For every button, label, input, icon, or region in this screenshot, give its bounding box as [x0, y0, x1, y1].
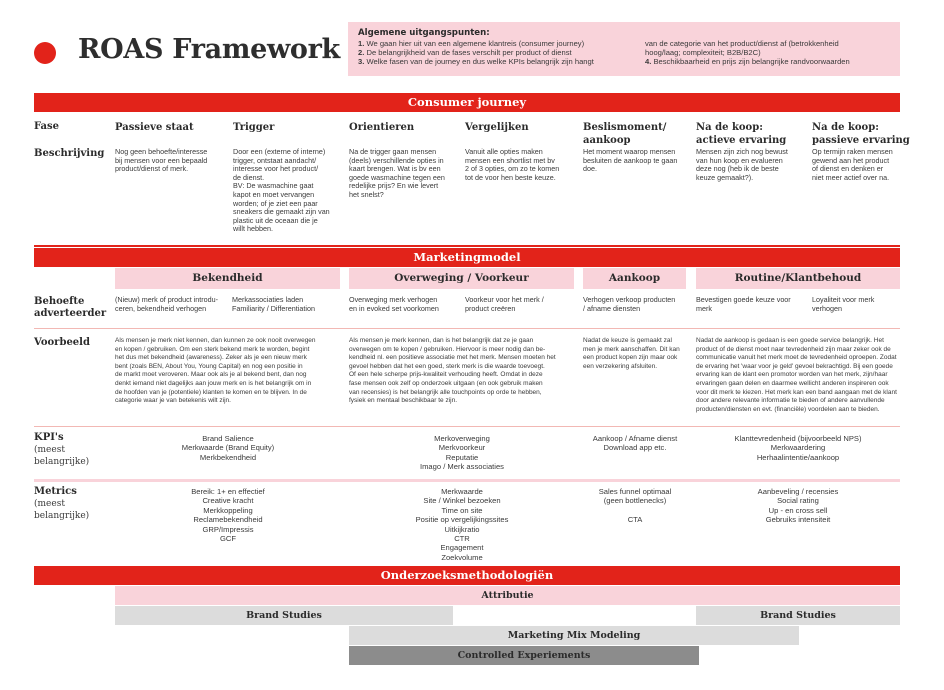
text-line: Aankoop / Afname dienst	[592, 434, 678, 443]
text-line: willt hebben.	[233, 224, 273, 234]
text-line: keuze gemaakt?).	[696, 172, 754, 182]
text-line: Merkkoppeling	[203, 505, 253, 515]
principle-continuation: van de categorie van het product/dienst af (betrokkenheid	[645, 39, 839, 48]
text-line: men je merk aanschaffen. Dit kan	[583, 345, 680, 353]
text-line: Na de trigger gaan mensen	[349, 147, 437, 156]
need-item	[115, 296, 218, 313]
phase-title-line: passieve ervaring	[812, 135, 910, 146]
phase-title	[812, 121, 910, 147]
phase-title-line: Na de koop:	[812, 122, 879, 133]
text-line: fysiek en mentaal beschikbaar te zijn.	[349, 397, 458, 405]
text-line: / afname diensten	[583, 303, 641, 313]
text-line: de ervaring het 'waar voor je geld' gevoel bekrachtigd. Bij een goede	[696, 362, 893, 370]
row-label-metrics: Metrics (meest belangrijke)	[34, 486, 90, 521]
brand-studies-right-band: Brand Studies	[696, 606, 900, 625]
metrics-list	[138, 487, 318, 543]
text-line: Verhogen verkoop producten	[583, 295, 676, 304]
text-line: (deels) verschillende opties in	[349, 155, 444, 165]
text-line: 2 of 3 opties, om zo te komen	[465, 164, 560, 174]
text-line: Merkbekendheid	[199, 452, 257, 462]
text-line: kendheid nl. een positieve associatie met het merk. Mensen moeten het	[349, 354, 556, 362]
text-line: trigger, ontstaat aandacht/	[233, 155, 317, 165]
text-line: Het moment waarop mensen	[583, 147, 676, 156]
text-line: product creëren	[465, 303, 516, 313]
text-line: Positie op vergelijkingssites	[415, 515, 509, 525]
phase-title-line: Passieve staat	[115, 122, 194, 133]
need-item	[696, 296, 791, 313]
example-text	[583, 337, 680, 371]
phase-description	[583, 148, 698, 174]
divider	[34, 245, 900, 247]
row-label-beschrijving: Beschrijving	[34, 148, 105, 159]
text-line: bent (zoals BEN, About You, Young Capital) en nog een positie in	[115, 362, 303, 370]
text-line: van recensies) is het belangrijk alle touchpoints op orde te hebben,	[349, 388, 542, 396]
text-line: Nog geen behoefte/interesse	[115, 147, 208, 156]
kpi-list	[138, 434, 318, 462]
text-line: Creative kracht	[202, 496, 254, 506]
text-line: communicatie vanuit het merk moet de tevredenheid oproepen. Zodat	[696, 354, 897, 362]
text-line: overwegen om te kopen / gebruiken. Hiervoor is meer nodig dan be-	[349, 345, 546, 353]
category-bekendheid: Bekendheid	[115, 268, 340, 289]
phase-title	[465, 121, 529, 134]
text-line: ervaring kan de klant een promotor worden van het merk, zijn/haar	[696, 371, 888, 379]
text-line: het dus met bekendheid (awareness). Zeker als je een nieuw merk	[115, 354, 307, 362]
text-line: Als mensen je merk kennen, dan is het belangrijk dat ze je gaan	[349, 337, 534, 344]
phase-title-line: Orientieren	[349, 122, 415, 133]
principle-item: 2. De belangrijkheid van de fases verschilt per product of dienst	[358, 48, 572, 58]
consumer-journey-header: Consumer journey	[34, 93, 900, 112]
text-line: deze nog (heb ik de beste	[696, 164, 779, 174]
category-overweging: Overweging / Voorkeur	[349, 268, 574, 289]
phase-title	[115, 121, 194, 134]
text-line: Of een hele scherpe prijs-kwaliteit verhouding heeft. Omdat in deze	[349, 371, 543, 379]
text-line: bij mensen voor een bepaald	[115, 155, 208, 165]
text-line: niet meer actief over na.	[812, 172, 890, 182]
row-label-behoefte: Behoefte adverteerder	[34, 296, 107, 319]
divider	[34, 426, 900, 427]
text-line: verhogen	[812, 303, 842, 313]
row-label-fase: Fase	[34, 121, 60, 132]
principle-item: 4. Beschikbaarheid en prijs zijn belangrijke randvoorwaarden	[645, 57, 850, 67]
principles-col-left	[358, 39, 648, 67]
kpi-list	[545, 434, 725, 453]
principle-item: 3. Welke fasen van de journey en dus welke KPIs belangrijk zijn hangt	[358, 57, 594, 67]
text-line	[545, 506, 725, 515]
research-header: Onderzoeksmethodologiën	[34, 566, 900, 585]
marketingmodel-header: Marketingmodel	[34, 248, 900, 267]
text-line: Bevestigen goede keuze voor	[696, 295, 791, 304]
metrics-list	[545, 487, 725, 525]
brand-studies-left-band: Brand Studies	[115, 606, 453, 625]
text-line: (Nieuw) merk of product introdu-	[115, 295, 219, 304]
controlled-experiments-band: Controlled Experiements	[349, 646, 699, 665]
row-label-kpis: KPI's (meest belangrijke)	[34, 432, 90, 467]
need-item	[349, 296, 439, 313]
principle-continuation: hoog/laag; complexiteit; B2B/B2C)	[645, 48, 761, 58]
need-item	[812, 296, 874, 313]
text-line: Merkoverweging	[434, 434, 490, 443]
text-line: Merkwaarde	[441, 487, 483, 496]
text-line: Reclamebekendheid	[193, 515, 263, 525]
attributie-band: Attributie	[115, 586, 900, 605]
phase-title-line: Beslismoment/	[583, 122, 667, 133]
text-line: Vanuit alle opties maken	[465, 147, 543, 156]
text-line: product/dienst of merk.	[115, 164, 189, 174]
text-line: Imago / Merk associaties	[420, 462, 504, 472]
text-line: merk	[696, 303, 712, 313]
principles-box	[348, 22, 900, 76]
phase-title	[349, 121, 414, 134]
text-line: Mensen zijn zich nog bewust	[696, 147, 788, 156]
divider	[34, 479, 900, 482]
text-line: Zoekvolume	[441, 552, 483, 562]
text-line: fase mensen ook zelf op onderzoek uitgaan (en ook gebruik maken	[349, 379, 543, 387]
text-line: Merkvoorkeur	[438, 443, 486, 453]
principles-heading: Algemene uitgangspunten:	[358, 28, 490, 38]
example-text	[115, 337, 316, 406]
text-line: producten/diensten en evt. (financiële) voordelen aan te bieden.	[696, 405, 880, 413]
metrics-list	[708, 487, 888, 525]
text-line: het snelst?	[349, 189, 384, 199]
kpi-list	[708, 434, 888, 462]
text-line: Brand Salience	[202, 434, 254, 443]
example-text	[696, 337, 897, 414]
text-line: mensen een shortlist met bv	[465, 155, 555, 165]
phase-title	[696, 121, 786, 147]
divider	[34, 328, 900, 329]
text-line: (geen bottlenecks)	[603, 496, 667, 506]
text-line: Download app etc.	[603, 443, 667, 453]
text-line: Als mensen je merk niet kennen, dan kunnen ze ook nooit overwegen	[115, 337, 316, 344]
text-line: doe.	[583, 164, 597, 174]
text-line: categorie waar je van betekenis wilt zijn.	[115, 397, 231, 405]
text-line: Merkassociaties laden	[232, 295, 304, 304]
text-line: CTA	[627, 515, 643, 525]
category-routine: Routine/Klantbehoud	[696, 268, 900, 289]
need-item	[465, 296, 544, 313]
text-line: de markt moet veroveren. Maar ook als je al bekend bent, dan nog	[115, 371, 307, 379]
text-line: de hoofden van je (potentiele) klanten te komen en te blijven. In de	[115, 388, 307, 396]
text-line: besluiten de aankoop te gaan	[583, 155, 678, 165]
phase-description	[233, 148, 348, 234]
page-title: ROAS Framework	[78, 34, 340, 65]
text-line: Klanttevredenheid (bijvoorbeeld NPS)	[734, 434, 862, 443]
text-line: Reputatie	[445, 452, 479, 462]
text-line: Up - en cross sell	[768, 505, 828, 515]
text-line: GCF	[219, 534, 237, 544]
text-line: van hun koop en evalueren	[696, 155, 783, 165]
phase-description	[349, 148, 464, 200]
text-line: interesse voor het product/	[233, 164, 319, 174]
phase-title-line: Na de koop:	[696, 122, 763, 133]
text-line: CTR	[454, 534, 470, 544]
text-line: Nadat de aankoop is gedaan is een goede service belangrijk. Het	[696, 337, 884, 344]
text-line: Bereik: 1+ en effectief	[191, 487, 265, 496]
phase-description	[115, 148, 230, 174]
text-line: of dienst en denken er	[812, 164, 884, 174]
text-line: Aanbeveling / recensies	[757, 487, 839, 496]
text-line: ceren, bekendheid verhogen	[115, 303, 207, 313]
text-line: gewend aan het product	[812, 155, 890, 165]
text-line: denkt iemand niet dagelijks aan jouw merk en is het belangrijk om in	[115, 379, 312, 387]
text-line: Merkwaardering	[770, 443, 826, 453]
phase-title-line: Vergelijken	[465, 122, 529, 133]
text-line: Time on site	[441, 505, 483, 515]
text-line: Site / Winkel bezoeken	[423, 496, 501, 506]
phase-title-line: Trigger	[233, 122, 275, 133]
text-line: worden; of je ziet een paar	[233, 198, 318, 208]
principle-item: 1. We gaan hier uit van een algemene klantreis (consumer journey)	[358, 39, 585, 48]
text-line: product of de dienst moet naar tevredenheid zijn maar zeker ook de	[696, 345, 891, 353]
text-line: en in evoked set voorkomen	[349, 303, 439, 313]
marketing-mix-modeling-band: Marketing Mix Modeling	[349, 626, 799, 645]
text-line: sneakers die gemaakt zijn van	[233, 207, 330, 217]
text-line: kapot en moet vervangen	[233, 189, 315, 199]
text-line: GRP/Impressis	[202, 524, 254, 534]
text-line: BV: De wasmachine gaat	[233, 181, 314, 191]
kpi-list	[372, 434, 552, 472]
text-line: Voorkeur voor het merk /	[465, 295, 544, 304]
example-text	[349, 337, 556, 406]
text-line: door andere relevante informatie te bieden of andere aanvullende	[696, 397, 885, 405]
text-line: ervaringen gaan delen en daarmee wellicht anderen inspireren ook	[696, 379, 889, 387]
text-line: Loyaliteit voor merk	[812, 295, 875, 304]
text-line: Uitkijkratio	[444, 524, 480, 534]
phase-title	[233, 121, 274, 134]
text-line: tot de voor hen beste keuze.	[465, 172, 556, 182]
phase-title-line: aankoop	[583, 135, 631, 146]
need-item	[583, 296, 675, 313]
text-line: Engagement	[440, 543, 484, 553]
text-line: Familiarity / Differentiation	[232, 303, 315, 313]
text-line: Social rating	[777, 496, 819, 506]
text-line: gevoel hebben dat het een goed, sterk merk is die waarde toevoegt.	[349, 362, 545, 370]
phase-description	[812, 148, 927, 182]
text-line: Nadat de keuze is gemaakt zal	[583, 337, 672, 344]
text-line: de dienst.	[233, 172, 265, 182]
text-line: Gebruiks intensiteit	[765, 515, 831, 525]
row-label-voorbeeld: Voorbeeld	[34, 337, 90, 348]
red-dot-logo-icon	[34, 42, 56, 64]
text-line: Door een (externe of interne)	[233, 147, 326, 156]
text-line: kaart brengen. Wat is bv een	[349, 164, 441, 174]
need-item	[232, 296, 315, 313]
text-line: Op termijn raken mensen	[812, 147, 893, 156]
text-line: voor dit merk te kiezen. Het merk kan een band aangaan met de klant	[696, 388, 897, 396]
text-line: Overweging merk verhogen	[349, 295, 438, 304]
category-aankoop: Aankoop	[583, 268, 686, 289]
phase-title-line: actieve ervaring	[696, 135, 787, 146]
phase-description	[465, 148, 580, 182]
text-line: redelijke prijs? En wie levert	[349, 181, 439, 191]
principles-col-right	[645, 39, 895, 67]
text-line: een product kopen zijn maar ook	[583, 354, 678, 362]
text-line: en kopen / gebruiken. Om een sterk bekend merk te worden, begint	[115, 345, 310, 353]
text-line: een verzekering afsluiten.	[583, 362, 658, 370]
text-line: Merkwaarde (Brand Equity)	[181, 443, 275, 453]
text-line: goede wasmachine tegen een	[349, 172, 445, 182]
text-line: Herhaalintentie/aankoop	[756, 452, 840, 462]
text-line: Sales funnel optimaal	[598, 487, 672, 496]
metrics-list	[372, 487, 552, 562]
phase-description	[696, 148, 811, 182]
text-line: plastic uit de oceaan die je	[233, 215, 318, 225]
phase-title	[583, 121, 666, 147]
